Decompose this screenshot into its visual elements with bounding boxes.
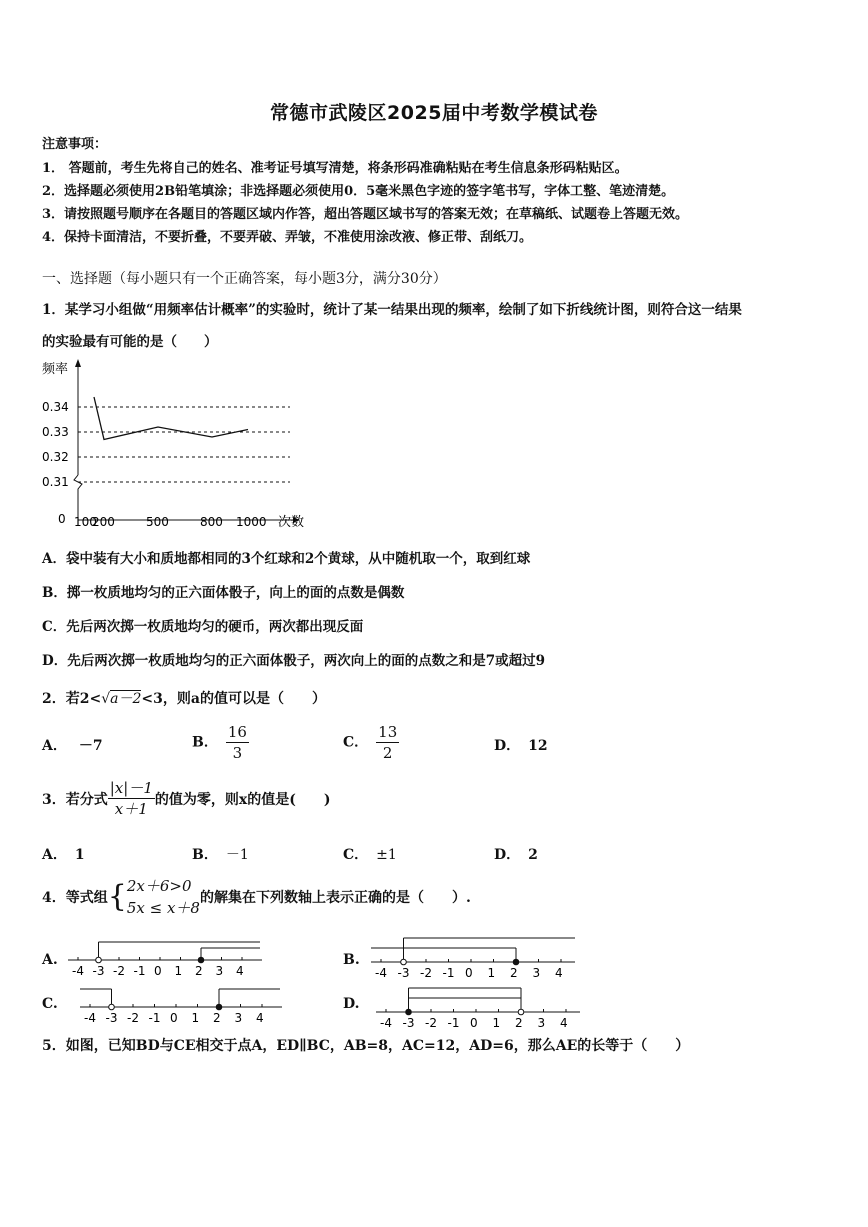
q2-option-b[interactable] (192, 722, 249, 763)
option-value: 1 (74, 847, 85, 863)
tick-label: 4 (560, 1016, 568, 1030)
closed-dot-icon (513, 959, 519, 965)
frequency-line-chart (38, 355, 338, 535)
notice-item: 3．请按照题号顺序在各题目的答题区域内作答，超出答题区域书写的答案无效；在草稿纸、试题卷上答题无效。 (42, 207, 689, 222)
q4-option-d-number-line[interactable] (370, 980, 580, 1030)
tick-label: 0 (470, 1016, 478, 1030)
chart-xlabel: 次数 (278, 515, 305, 530)
q4-option-b-label[interactable]: B. (343, 952, 360, 968)
q3-option-c[interactable] (343, 844, 397, 864)
chart-origin-label: 0 (58, 512, 66, 526)
q4-suffix: 的解集在下列数轴上表示正确的是（ ）. (199, 890, 471, 906)
tick-label: -1 (148, 1011, 161, 1025)
open-circle-icon (518, 1009, 524, 1015)
open-circle-icon (401, 959, 407, 965)
y-axis-arrow-icon (75, 359, 81, 367)
tick-label: -2 (425, 1016, 437, 1030)
chart-xtick-label: 800 (200, 515, 223, 529)
q4-option-b-number-line[interactable] (365, 930, 575, 982)
option-value: 2 (528, 847, 538, 863)
tick-label: -4 (84, 1011, 96, 1025)
chart-xtick-label: 100 (74, 515, 97, 529)
inequality-1: 2x＋6>0 (126, 877, 192, 895)
q4-stem (42, 875, 471, 919)
closed-dot-icon (198, 957, 204, 963)
closed-dot-icon (216, 1004, 222, 1010)
chart-series-line (94, 397, 248, 440)
q1-option-a[interactable]: A．袋中装有大小和质地都相同的3个红球和2个黄球，从中随机取一个，取到红球 (42, 551, 531, 567)
tick-label: -2 (113, 964, 125, 978)
q1-stem: 1．某学习小组做“用频率估计概率”的实验时，统计了某一结果出现的频率，绘制了如下折线统计图，则符合这一结果 (42, 302, 742, 318)
option-value: －1 (225, 847, 249, 863)
chart-ytick-label: 0.31 (42, 475, 69, 489)
sqrt-icon: √ (101, 691, 111, 707)
open-circle-icon (96, 957, 102, 963)
option-label: C． (343, 734, 369, 751)
q3-stem (42, 778, 330, 819)
option-value: ±1 (376, 847, 397, 863)
tick-label: 1 (492, 1016, 501, 1030)
q3-prefix: 3．若分式 (42, 791, 108, 808)
tick-label: 0 (154, 964, 162, 978)
chart-ytick-label: 0.34 (42, 400, 69, 414)
denominator: 2 (382, 744, 393, 762)
notice-item: 1． 答题前，考生先将自己的姓名、准考证号填写清楚，将条形码准确粘贴在考生信息条形码粘贴区。 (42, 161, 628, 176)
chart-xtick-label: 500 (146, 515, 169, 529)
chart-ytick-label: 0.32 (42, 450, 69, 464)
tick-label: 3 (537, 1016, 546, 1030)
tick-label: -4 (72, 964, 84, 978)
fraction (376, 722, 399, 763)
q1-option-c[interactable]: C．先后两次掷一枚质地均匀的硬币，两次都出现反面 (42, 619, 364, 635)
q2-option-c[interactable] (343, 722, 399, 763)
q5-stem: 5．如图，已知BD与CE相交于点A，ED∥BC，AB=8，AC=12，AD=6，那么AE的长等于（ ） (42, 1038, 690, 1054)
notice-item: 2．选择题必须使用2B铅笔填涂；非选择题必须使用0．5毫米黑色字迹的签字笔书写，字体工整、笔迹清楚。 (42, 184, 675, 199)
section-heading: 一、选择题（每小题只有一个正确答案，每小题3分，满分30分） (42, 271, 447, 287)
tick-label: 3 (532, 966, 541, 980)
q2-prefix: 2．若2< (42, 691, 102, 707)
denominator: x＋1 (114, 800, 148, 818)
tick-label: -1 (133, 964, 146, 978)
notice-heading: 注意事项： (42, 137, 108, 152)
tick-label: 2 (515, 1016, 523, 1030)
tick-label: -2 (420, 966, 432, 980)
numerator: 13 (378, 723, 398, 741)
numerator: 16 (227, 723, 247, 741)
tick-label: 1 (487, 966, 496, 980)
q3-suffix: 的值为零，则x的值是( ) (154, 791, 331, 808)
tick-label: 0 (170, 1011, 178, 1025)
tick-label: 2 (510, 966, 518, 980)
option-label: B． (192, 847, 218, 863)
tick-label: 2 (213, 1011, 221, 1025)
q3-option-d[interactable] (494, 844, 538, 864)
q2-option-d[interactable] (494, 735, 548, 755)
tick-label: -1 (447, 1016, 460, 1030)
option-label: B． (192, 734, 218, 751)
option-value: 12 (528, 738, 548, 754)
tick-label: 4 (236, 964, 244, 978)
tick-label: -3 (92, 964, 105, 978)
tick-label: 1 (174, 964, 183, 978)
inequality-2: 5x ≤ x＋8 (126, 899, 200, 917)
denominator: 3 (232, 744, 243, 762)
tick-label: -3 (105, 1011, 118, 1025)
inequality-system (127, 875, 200, 919)
chart-ytick-label: 0.33 (42, 425, 69, 439)
option-label: D． (494, 738, 521, 754)
q4-option-a-number-line[interactable] (62, 934, 262, 978)
q3-option-b[interactable] (192, 844, 249, 864)
q2-suffix: <3，则a的值可以是（ ） (141, 691, 326, 707)
fraction (226, 722, 249, 763)
tick-label: 4 (256, 1011, 264, 1025)
option-value: －7 (78, 738, 103, 754)
tick-label: -4 (375, 966, 387, 980)
q4-option-c-label[interactable]: C. (42, 996, 58, 1012)
option-label: D． (494, 847, 521, 863)
q4-prefix: 4．等式组 (42, 890, 108, 906)
q1-option-d[interactable]: D．先后两次掷一枚质地均匀的正六面体骰子，两次向上的面的点数之和是7或超过9 (42, 653, 545, 669)
chart-xtick-label: 1000 (236, 515, 267, 529)
tick-label: 1 (191, 1011, 200, 1025)
q4-option-d-label[interactable]: D. (343, 996, 360, 1012)
tick-label: 2 (195, 964, 203, 978)
tick-label: 4 (555, 966, 563, 980)
tick-label: 3 (215, 964, 224, 978)
option-label: C． (343, 847, 369, 863)
tick-label: -3 (397, 966, 410, 980)
q1-option-b[interactable]: B．掷一枚质地均匀的正六面体骰子，向上的面的点数是偶数 (42, 585, 405, 601)
q4-option-a-label[interactable]: A. (42, 952, 58, 968)
q4-option-c-number-line[interactable] (62, 982, 282, 1028)
numerator: |x|－1 (109, 779, 153, 797)
page-title: 常德市武陵区2025届中考数学模试卷 (270, 102, 598, 124)
q1-stem-cont: 的实验最有可能的是（ ） (42, 334, 218, 350)
option-label: A． (42, 738, 67, 754)
brace-icon: { (107, 879, 127, 914)
notice-item: 4．保持卡面清洁，不要折叠，不要弄破、弄皱，不准使用涂改液、修正带、刮纸刀。 (42, 230, 533, 245)
tick-label: -1 (442, 966, 455, 980)
tick-label: -3 (402, 1016, 415, 1030)
tick-label: -2 (127, 1011, 139, 1025)
tick-label: 3 (234, 1011, 243, 1025)
q2-option-a[interactable] (42, 735, 103, 755)
fraction (108, 778, 155, 819)
tick-label: -4 (380, 1016, 392, 1030)
chart-ylabel: 频率 (42, 362, 69, 377)
q3-option-a[interactable] (42, 844, 85, 864)
open-circle-icon (109, 1004, 115, 1010)
chart-xtick-label: 200 (92, 515, 115, 529)
tick-label: 0 (465, 966, 473, 980)
closed-dot-icon (406, 1009, 412, 1015)
q2-radicand: a－2 (110, 691, 142, 707)
q2-stem (42, 688, 326, 708)
option-label: A． (42, 847, 67, 863)
